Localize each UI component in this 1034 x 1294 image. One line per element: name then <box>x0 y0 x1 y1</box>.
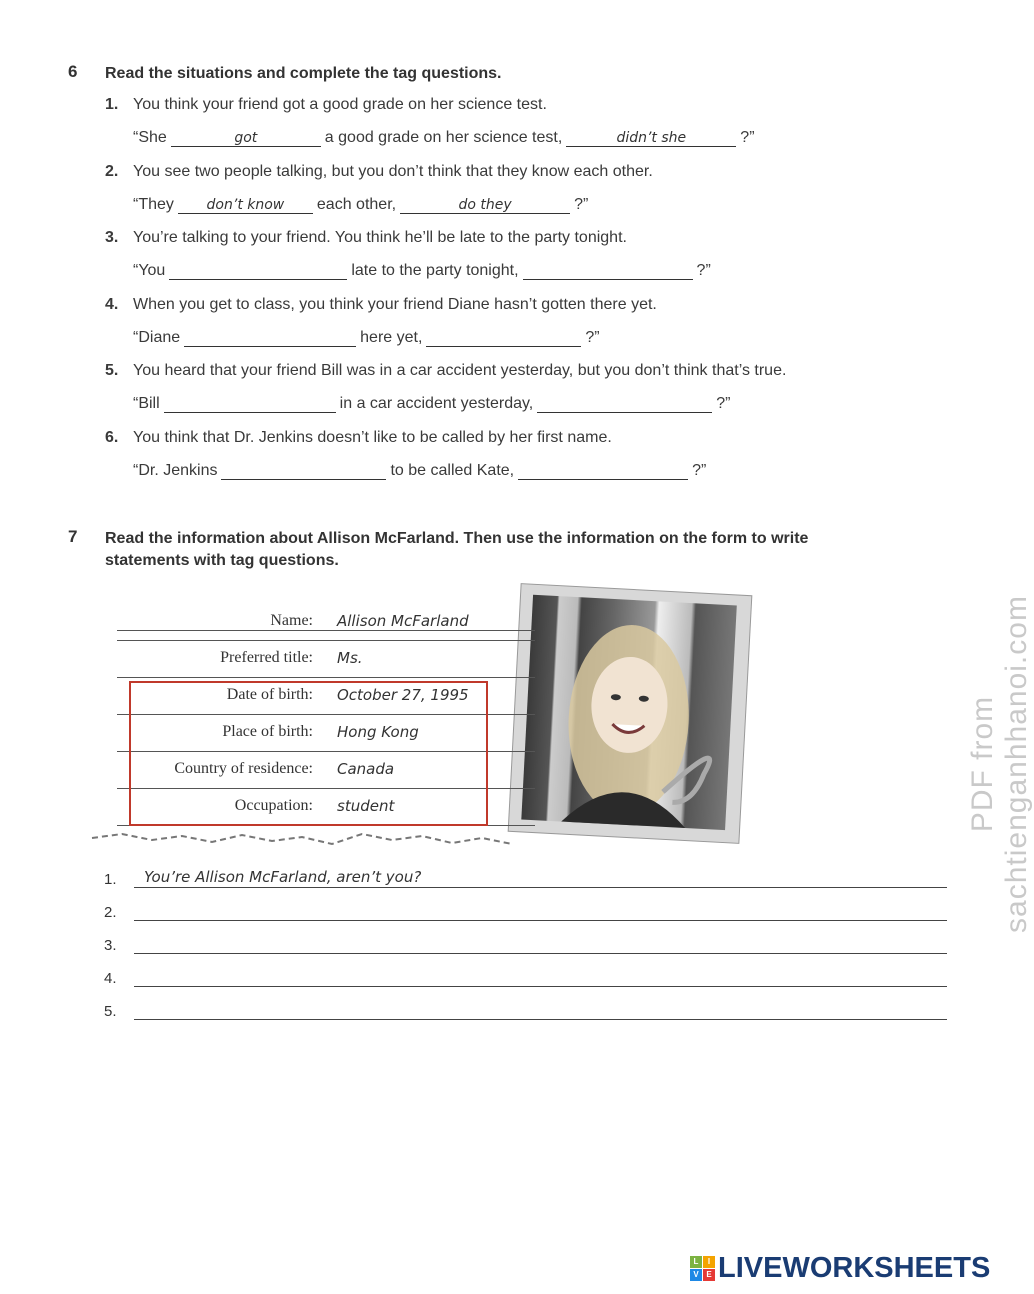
sentence-start: “Bill <box>133 395 160 412</box>
item-number: 1. <box>105 96 119 113</box>
situation-1 <box>105 96 547 114</box>
item-number: 5. <box>105 362 119 379</box>
sentence-6 <box>133 459 706 480</box>
form-label: Occupation: <box>234 797 313 814</box>
sentence-middle: to be called Kate, <box>390 461 515 479</box>
logo-box: E <box>703 1269 715 1281</box>
highlight-box <box>129 681 488 826</box>
answer-blank-verb[interactable] <box>221 459 386 480</box>
logo-box: I <box>703 1256 715 1268</box>
form-label: Date of birth: <box>226 686 313 703</box>
answer-blank-verb[interactable] <box>171 126 321 147</box>
sentence-middle: here yet, <box>360 328 423 346</box>
exercise-7-instruction <box>105 528 808 572</box>
situation-text: You think that Dr. Jenkins doesn’t like to be called by her first name. <box>133 428 612 446</box>
situation-6 <box>105 429 612 447</box>
exercise-7-number: 7 <box>68 527 78 546</box>
situation-text: You see two people talking, but you don’t think that they know each other. <box>133 162 653 180</box>
answer-blank-tag[interactable] <box>400 193 570 214</box>
answer-row-5[interactable] <box>104 994 947 1020</box>
handwritten-tag: didn’t she <box>616 130 687 146</box>
answer-text: You’re Allison McFarland, aren’t you? <box>144 868 422 886</box>
form-row <box>117 604 535 641</box>
sentence-end: ?” <box>585 328 600 346</box>
form-label: Country of residence: <box>174 760 313 777</box>
answer-line[interactable] <box>134 1019 947 1020</box>
answer-number: 1. <box>104 871 117 888</box>
answer-number: 2. <box>104 904 117 921</box>
form-value: student <box>337 797 395 815</box>
answer-blank-verb[interactable] <box>184 326 356 347</box>
answer-row-2[interactable] <box>104 895 947 921</box>
sentence-start: “You <box>133 262 166 279</box>
answer-row-4[interactable] <box>104 961 947 987</box>
answer-blank-verb[interactable] <box>178 193 313 214</box>
sentence-end: ?” <box>740 129 755 146</box>
sentence-start: “Dr. Jenkins <box>133 461 218 479</box>
sentence-start: “They <box>133 195 174 213</box>
form-value: October 27, 1995 <box>337 686 469 704</box>
logo-box: V <box>690 1269 702 1281</box>
answer-blank-tag[interactable] <box>537 392 712 413</box>
item-number: 2. <box>105 162 119 180</box>
allison-photo <box>509 584 752 843</box>
answer-line[interactable] <box>134 887 947 888</box>
portrait-illustration <box>521 595 736 830</box>
answer-blank-tag[interactable] <box>426 326 581 347</box>
sentence-end: ?” <box>696 262 711 279</box>
sentence-2 <box>133 193 588 214</box>
logo-icon <box>690 1256 715 1281</box>
sentence-end: ?” <box>574 195 589 213</box>
situation-text: You’re talking to your friend. You think he’ll be late to the party tonight. <box>133 229 627 246</box>
sentence-middle: a good grade on her science test, <box>324 129 563 146</box>
handwritten-answer: don’t know <box>206 196 285 213</box>
form-label: Preferred title: <box>220 649 313 666</box>
form-value: Hong Kong <box>337 723 419 741</box>
answer-blank-tag[interactable] <box>566 126 736 147</box>
sentence-4 <box>133 326 600 347</box>
item-number: 6. <box>105 428 119 446</box>
sentence-3 <box>133 259 711 280</box>
handwritten-tag: do they <box>458 196 512 213</box>
answer-line[interactable] <box>134 920 947 921</box>
situation-4 <box>105 296 657 314</box>
exercise-6-instruction: Read the situations and complete the tag questions. <box>105 65 502 82</box>
form-label: Name: <box>270 612 313 629</box>
form-value: Canada <box>337 760 395 778</box>
answer-blank-tag[interactable] <box>523 259 693 280</box>
answer-blank-verb[interactable] <box>164 392 336 413</box>
torn-edge <box>92 826 512 856</box>
watermark-text: PDF from sachtienganhhanoi.com <box>966 595 1033 933</box>
form-row <box>117 641 535 678</box>
situation-3 <box>105 229 627 247</box>
situation-text: You heard that your friend Bill was in a car accident yesterday, but you don’t think that’s true. <box>133 362 787 379</box>
sentence-start: “Diane <box>133 328 181 346</box>
answer-line[interactable] <box>134 953 947 954</box>
answer-number: 5. <box>104 1003 117 1020</box>
sentence-middle: each other, <box>316 195 397 213</box>
exercise-7-instruction-line2: statements with tag questions. <box>105 552 339 569</box>
sentence-middle: in a car accident yesterday, <box>339 395 534 412</box>
liveworksheets-logo <box>690 1252 990 1285</box>
answer-row-3[interactable] <box>104 928 947 954</box>
sentence-5 <box>133 392 730 413</box>
form-top-rule <box>117 630 535 631</box>
item-number: 3. <box>105 229 119 246</box>
form-label: Place of birth: <box>222 723 313 740</box>
answer-line[interactable] <box>134 986 947 987</box>
form-value: Ms. <box>337 649 363 667</box>
sentence-end: ?” <box>716 395 731 412</box>
sentence-1 <box>133 126 755 147</box>
answer-row-1[interactable] <box>104 862 947 888</box>
situation-5 <box>105 362 786 380</box>
situation-text: When you get to class, you think your friend Diane hasn’t gotten there yet. <box>133 295 657 313</box>
situation-text: You think your friend got a good grade on her science test. <box>133 96 547 113</box>
handwritten-answer: got <box>234 130 258 146</box>
answer-number: 3. <box>104 937 117 954</box>
sentence-end: ?” <box>692 461 707 479</box>
answer-blank-verb[interactable] <box>169 259 347 280</box>
situation-2 <box>105 163 653 181</box>
sentence-middle: late to the party tonight, <box>351 262 519 279</box>
logo-box: L <box>690 1256 702 1268</box>
exercise-7-instruction-line1: Read the information about Allison McFarland. Then use the information on the form to write <box>105 530 809 547</box>
photo-image <box>521 595 736 830</box>
answer-number: 4. <box>104 970 117 987</box>
sentence-start: “She <box>133 129 167 146</box>
form-value: Allison McFarland <box>337 612 469 630</box>
exercise-6-number: 6 <box>68 62 78 81</box>
item-number: 4. <box>105 295 119 313</box>
answer-blank-tag[interactable] <box>518 459 688 480</box>
logo-text: LIVEWORKSHEETS <box>718 1252 991 1284</box>
